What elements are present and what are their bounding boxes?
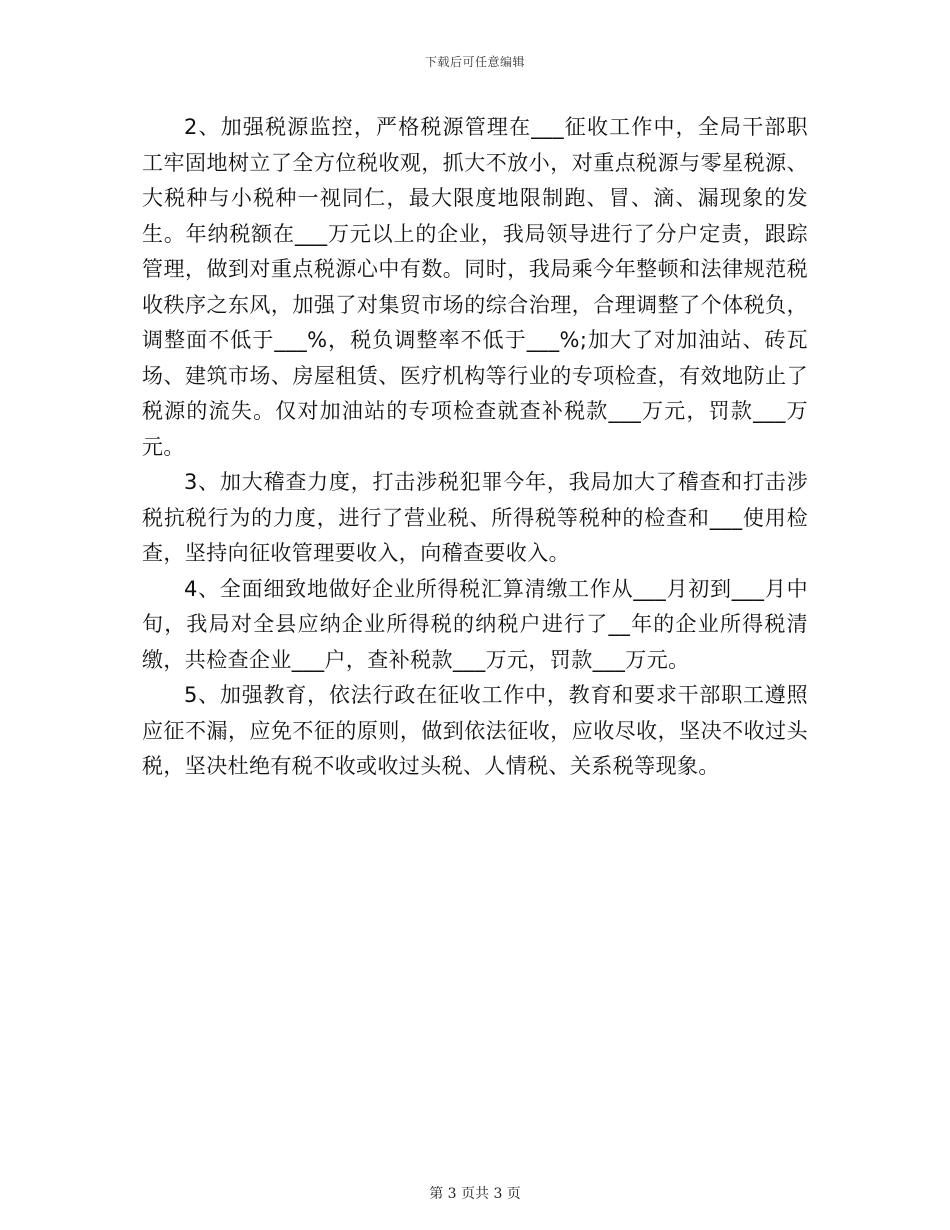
document-body xyxy=(142,110,808,785)
paragraph-education-lawful-admin: 5、加强教育，依法行政在征收工作中，教育和要求干部职工遵照应征不漏，应免不征的原则，做到依法征收，应收尽收，坚决不收过头税，坚决杜绝有税不收或收过头税、人情税、关系税等现象。 xyxy=(142,683,808,778)
paragraph-audit-enforcement: 3、加大稽查力度，打击涉税犯罪今年，我局加大了稽查和打击涉税抗税行为的力度，进行了营业税、所得税等税种的检查和___使用检查，坚持向征收管理要收入，向稽查要收入。 xyxy=(142,470,808,565)
paragraph-income-tax-settlement: 4、全面细致地做好企业所得税汇算清缴工作从___月初到___月中旬，我局对全县应纳企业所得税的纳税户进行了__年的企业所得税清缴，共检查企业___户，查补税款___万元，罚款___万元。 xyxy=(142,576,808,672)
paragraph-tax-source-monitoring: 2、加强税源监控，严格税源管理在___征收工作中，全局干部职工牢固地树立了全方位税收观，抓大不放小，对重点税源与零星税源、大税种与小税种一视同仁，最大限度地限制跑、冒、滴、漏现象的发生。年纳税额在___万元以上的企业，我局领导进行了分户定责，跟踪管理，做到对重点税源心中有数。同时，我局乘今年整顿和法律规范税收秩序之东风，加强了对集贸市场的综合治理，合理调整了个体税负，调整面不低于___%，税负调整率不低于___%;加大了对加油站、砖瓦场、建筑市场、房屋租赁、医疗机构等行业的专项检查，有效地防止了税源的流失。仅对加油站的专项检查就查补税款___万元，罚款___万元。 xyxy=(142,115,808,459)
page-header: 下载后可任意编辑 xyxy=(424,55,525,69)
page-number-footer: 第 3 页共 3 页 xyxy=(429,1186,521,1202)
